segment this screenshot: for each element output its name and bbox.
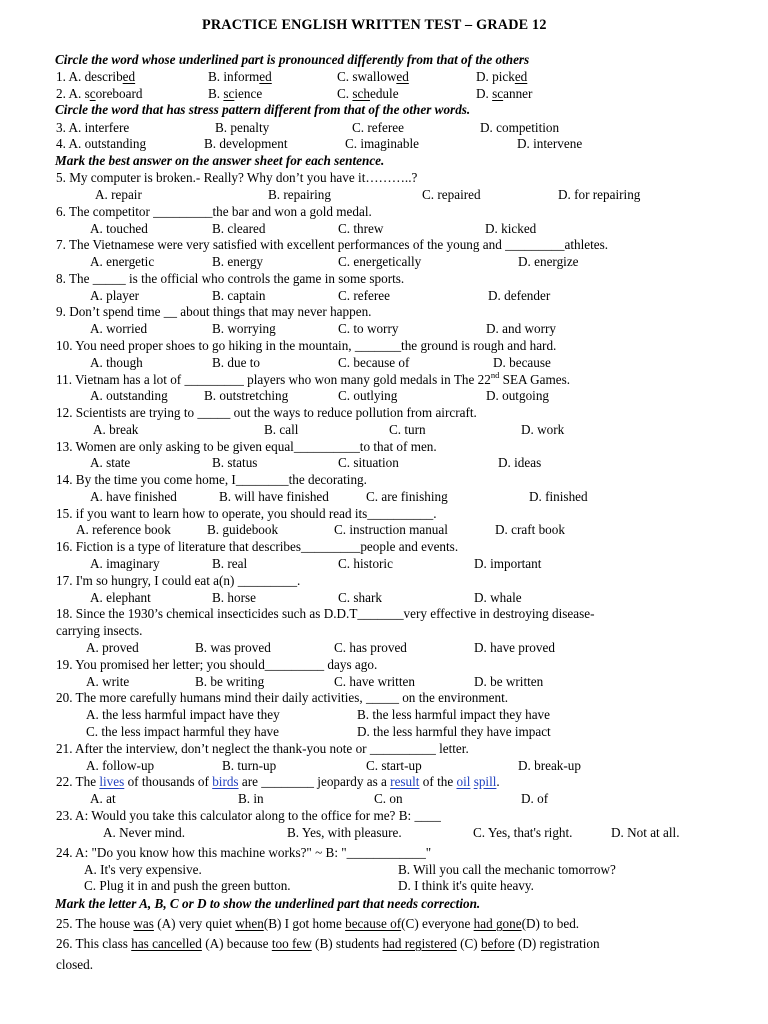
question-15-options: A. reference book B. guidebook C. instruction manual D. craft book (76, 522, 565, 537)
question-8-stem: 8. The _____ is the official who controls the game in some sports. (56, 271, 405, 286)
link-lives[interactable]: lives (99, 774, 125, 789)
question-20-options-ab: A. the less harmful impact have they B. the less harmful impact they have (86, 707, 550, 722)
question-12-stem: 12. Scientists are trying to _____ out the ways to reduce pollution from aircraft. (56, 405, 477, 420)
question-16-options: A. imaginary B. real C. historic D. important (90, 556, 542, 571)
q2-option-b: B. science (208, 86, 263, 101)
question-4: 4. A. outstanding B. development C. imaginable D. intervene (56, 136, 583, 151)
question-26-cont: closed. (56, 957, 93, 972)
question-10-options: A. though B. due to C. because of D. because (90, 355, 551, 370)
question-25: 25. The house was (A) very quiet when(B) I got home because of(C) everyone had gone(D) to bed. (56, 916, 580, 931)
q1-option-d: D. picked (476, 69, 528, 84)
question-18-stem: 18. Since the 1930’s chemical insecticides such as D.D.T_______very effective in destroying disease- (56, 606, 595, 621)
section-1-instruction: Circle the word whose underlined part is pronounced differently from that of the others (55, 52, 530, 67)
section-3-instruction: Mark the best answer on the answer sheet for each sentence. (55, 153, 385, 168)
link-birds[interactable]: birds (212, 774, 239, 789)
question-14-stem: 14. By the time you come home, I________the decorating. (56, 472, 367, 487)
question-12-options: A. break B. call C. turn D. work (93, 422, 565, 437)
question-16-stem: 16. Fiction is a type of literature that describes_________people and events. (56, 539, 459, 554)
question-11-options: A. outstanding B. outstretching C. outlying D. outgoing (90, 388, 550, 403)
question-24-stem: 24. A: "Do you know how this machine works?" ~ B: "____________" (56, 845, 432, 860)
question-9-stem: 9. Don’t spend time __ about things that may never happen. (56, 304, 372, 319)
question-10-stem: 10. You need proper shoes to go hiking in the mountain, _______the ground is rough and hard. (56, 338, 557, 353)
question-6-stem: 6. The competitor _________the bar and won a gold medal. (56, 204, 372, 219)
question-7-options: A. energetic B. energy C. energetically D. energize (90, 254, 579, 269)
question-19-options: A. write B. be writing C. have written D. be written (86, 674, 544, 689)
q2-option-a: 2. A. scoreboard (56, 86, 143, 101)
question-6-options: A. touched B. cleared C. threw D. kicked (90, 221, 537, 236)
question-1 (0, 68, 768, 85)
question-24-options-ab: A. It's very expensive. B. Will you call the mechanic tomorrow? (84, 862, 616, 877)
question-13-options: A. state B. status C. situation D. ideas (90, 455, 542, 470)
q2-option-c: C. schedule (337, 86, 399, 101)
question-24-options-cd: C. Plug it in and push the green button. D. I think it's quite heavy. (84, 878, 534, 893)
q1-option-a: 1. A. described (56, 69, 136, 84)
question-23-options: A. Never mind. B. Yes, with pleasure. C. Yes, that's right. D. Not at all. (103, 825, 680, 840)
question-21-options: A. follow-up B. turn-up C. start-up D. break-up (86, 758, 581, 773)
question-20-options-cd: C. the less impact harmful they have D. the less harmful they have impact (86, 724, 551, 739)
question-8-options: A. player B. captain C. referee D. defender (90, 288, 551, 303)
question-5-stem: 5. My computer is broken.- Really? Why don’t you have it………..? (56, 170, 418, 185)
question-20-stem: 20. The more carefully humans mind their daily activities, _____ on the environment. (56, 690, 509, 705)
question-3: 3. A. interfere B. penalty C. referee D. competition (56, 120, 560, 135)
page-title: PRACTICE ENGLISH WRITTEN TEST – GRADE 12 (202, 17, 547, 33)
question-7-stem: 7. The Vietnamese were very satisfied with excellent performances of the young and _________athletes. (56, 237, 609, 252)
section-2-instruction: Circle the word that has stress pattern different from that of the other words. (55, 102, 471, 117)
question-26: 26. This class has cancelled (A) because too few (B) students had registered (C) before (D) registration (56, 936, 600, 951)
question-17-options: A. elephant B. horse C. shark D. whale (90, 590, 522, 605)
q1-option-b: B. informed (208, 69, 272, 84)
question-18-options: A. proved B. was proved C. has proved D. have proved (86, 640, 555, 655)
question-13-stem: 13. Women are only asking to be given equal__________to that of men. (56, 439, 437, 454)
link-spill[interactable]: spill (473, 774, 497, 789)
question-9-options: A. worried B. worrying C. to worry D. and worry (90, 321, 556, 336)
section-4-instruction: Mark the letter A, B, C or D to show the underlined part that needs correction. (55, 896, 481, 911)
question-11-stem: 11. Vietnam has a lot of _________ players who won many gold medals in The 22nd SEA Games. (56, 370, 571, 387)
q2-option-d: D. scanner (476, 86, 533, 101)
link-result[interactable]: result (390, 774, 420, 789)
q1-option-c: C. swallowed (337, 69, 409, 84)
question-2 (0, 85, 768, 102)
question-14-options: A. have finished B. will have finished C. are finishing D. finished (90, 489, 588, 504)
question-17-stem: 17. I'm so hungry, I could eat a(n) _________. (56, 573, 301, 588)
question-5-options: A. repair B. repairing C. repaired D. for repairing (95, 187, 641, 202)
question-23-stem: 23. A: Would you take this calculator along to the office for me? B: ____ (56, 808, 441, 823)
question-15-stem: 15. if you want to learn how to operate, you should read its__________. (56, 506, 437, 521)
link-oil[interactable]: oil (456, 774, 471, 789)
question-19-stem: 19. You promised her letter; you should_________ days ago. (56, 657, 378, 672)
question-22-stem: 22. The lives of thousands of birds are ________ jeopardy as a result of the oil spill. (56, 774, 500, 789)
question-22-options: A. at B. in C. on D. of (90, 791, 549, 806)
question-21-stem: 21. After the interview, don’t neglect the thank-you note or __________ letter. (56, 741, 469, 756)
question-18-stem-cont: carrying insects. (56, 623, 143, 638)
